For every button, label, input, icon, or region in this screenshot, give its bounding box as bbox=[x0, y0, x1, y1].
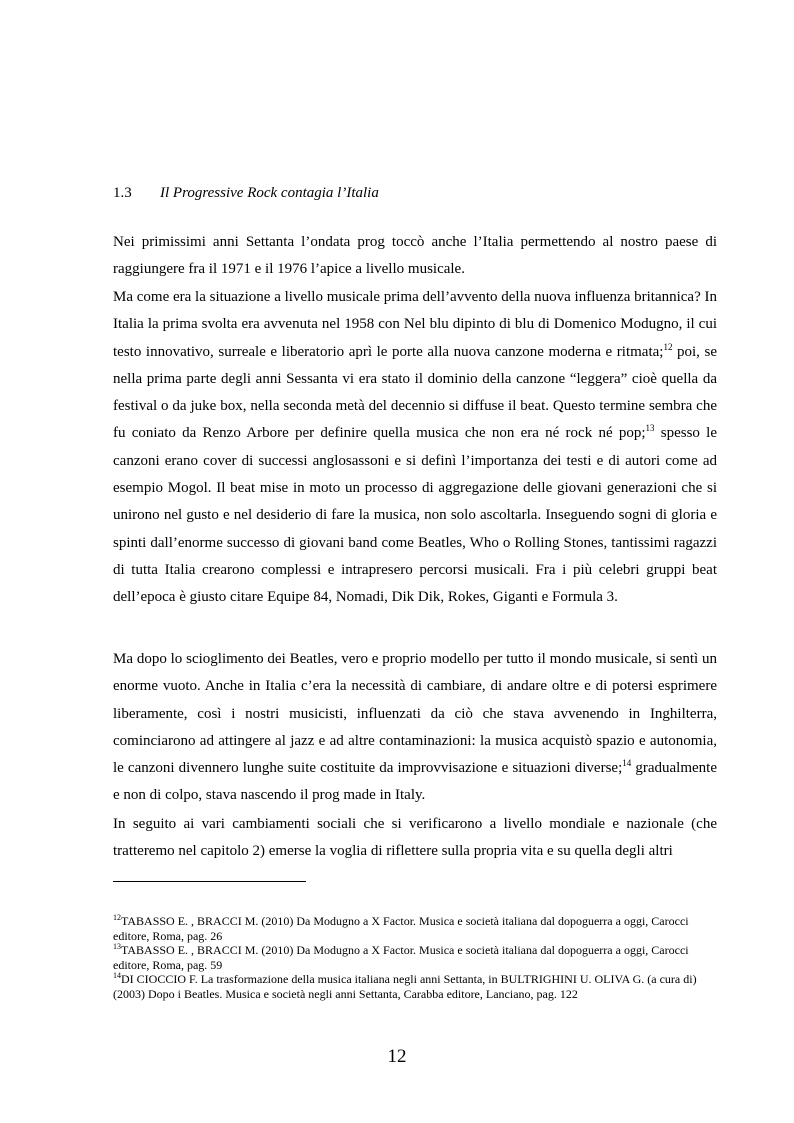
footnote-number: 13 bbox=[113, 942, 121, 951]
paragraph-text: spesso le canzoni erano cover di successi anglosassoni e si definì l’importanza dei testi e di autori come ad esempio Mogol. Il beat mise in moto un processo di aggregazione delle giovani generazioni che si unirono nel gusto e nel desiderio di fare la musica, non solo ascoltarla. Inseguendo sogni di gloria e spinti dall’enorme successo di giovani band come Beatles, Who o Rolling Stones, tantissimi ragazzi di tutta Italia crearono complessi e intrapresero percorsi musicali. Fra i più celebri gruppi beat dell’epoca è giusto citare Equipe 84, Nomadi, Dik Dik, Rokes, Giganti e Formula 3. bbox=[113, 425, 717, 606]
paragraph-2 bbox=[113, 284, 717, 612]
paragraph-text: poi, se nella prima parte degli anni Sessanta vi era stato il dominio della canzone “leggera” cioè quella da festival o da juke box, nella seconda metà del decennio si diffuse il beat. Questo termine sembra che fu coniato da Renzo Arbore per definire quella musica che non era né rock né pop; bbox=[113, 343, 717, 442]
footnote-ref[interactable]: 13 bbox=[645, 423, 655, 434]
paragraph-text: gradualmente e non di colpo, stava nascendo il prog made in Italy. bbox=[113, 760, 718, 804]
footnote-ref[interactable]: 12 bbox=[663, 341, 673, 352]
section-number: 1.3 bbox=[113, 185, 132, 201]
footnote-number: 12 bbox=[113, 913, 121, 922]
footnote-item bbox=[113, 943, 717, 972]
paragraph-4 bbox=[113, 811, 717, 866]
section-title: Il Progressive Rock contagia l’Italia bbox=[160, 185, 379, 201]
footnote-ref[interactable]: 14 bbox=[622, 758, 632, 769]
paragraph-3 bbox=[113, 646, 717, 810]
footnote-text: DI CIOCCIO F. La trasformazione della musica italiana negli anni Settanta, in BULTRIGHINI U. OLIVA G. (a cura di) (2003) Dopo i Beatles. Musica e società negli anni Settanta, Carabba editore, Lanciano, pag. 122 bbox=[113, 972, 697, 1001]
footnote-item bbox=[113, 972, 717, 1001]
footnotes bbox=[113, 914, 717, 1001]
footnote-item bbox=[113, 914, 717, 943]
paragraph-text: Ma come era la situazione a livello musicale prima dell’avvento della nuova influenza britannica? In Italia la prima svolta era avvenuta nel 1958 con Nel blu dipinto di blu di Domenico Modugno, il cui testo innovativo, surreale e liberatorio aprì le porte alla nuova canzone moderna e ritmata; bbox=[113, 289, 717, 360]
paragraph-text: In seguito ai vari cambiamenti sociali che si verificarono a livello mondiale e nazionale (che tratteremo nel capitolo 2) emerse la voglia di riflettere sulla propria vita e su quella degli altri bbox=[113, 816, 717, 860]
page-number: 12 bbox=[387, 1046, 407, 1067]
paragraph-text: Nei primissimi anni Settanta l’ondata prog toccò anche l’Italia permettendo al nostro paese di raggiungere fra il 1971 e il 1976 l’apice a livello musicale. bbox=[113, 234, 717, 278]
footnote-text: TABASSO E. , BRACCI M. (2010) Da Modugno a X Factor. Musica e società italiana dal dopoguerra a oggi, Carocci editore, Roma, pag. 59 bbox=[113, 943, 689, 972]
paragraph-1 bbox=[113, 229, 717, 284]
footnote-separator bbox=[113, 881, 306, 882]
footnote-text: TABASSO E. , BRACCI M. (2010) Da Modugno a X Factor. Musica e società italiana dal dopoguerra a oggi, Carocci editore, Roma, pag. 26 bbox=[113, 914, 689, 943]
section-heading bbox=[113, 185, 379, 202]
paragraph-text: Ma dopo lo scioglimento dei Beatles, vero e proprio modello per tutto il mondo musicale, si sentì un enorme vuoto. Anche in Italia c’era la necessità di cambiare, di andare oltre e di potersi esprimere liberamente, così i nostri musicisti, influenzati da ciò che stava avvenendo in Inghilterra, cominciarono ad attingere al jazz e ad altre contaminazioni: la musica acquistò spazio e autonomia, le canzoni divennero lunghe suite costituite da improvvisazione e situazioni diverse; bbox=[113, 651, 717, 777]
footnote-number: 14 bbox=[113, 971, 121, 980]
